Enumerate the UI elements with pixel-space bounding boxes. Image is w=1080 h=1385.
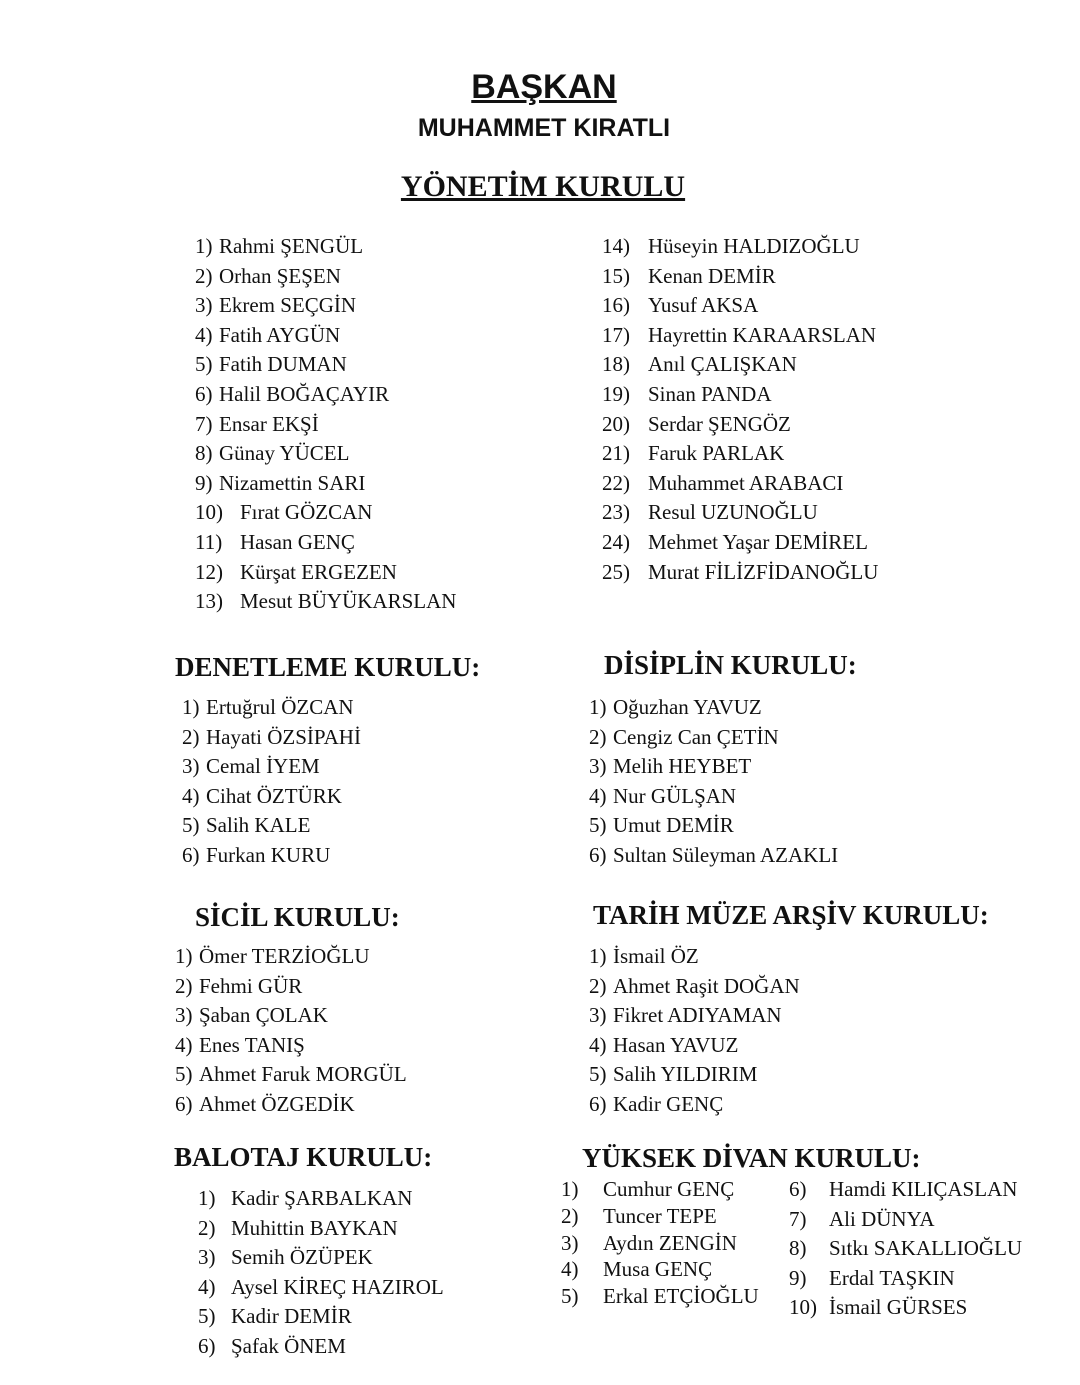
disiplin-kurulu-title: DİSİPLİN KURULU:: [604, 650, 857, 680]
list-item-number: 19): [602, 381, 630, 406]
list-item: [589, 1001, 800, 1031]
list-item: [561, 1176, 759, 1203]
list-item-number: 8): [789, 1236, 807, 1261]
list-item-name: Cengiz Can ÇETİN: [613, 724, 779, 749]
list-item-number: 2): [198, 1215, 216, 1240]
yonetim-left-list: [195, 232, 456, 617]
list-item-number: 8): [195, 441, 213, 466]
list-item-number: 2): [589, 973, 607, 998]
list-item-number: 6): [195, 381, 213, 406]
list-item-number: 9): [789, 1265, 807, 1290]
list-item-name: Orhan ŞEŞEN: [219, 263, 341, 288]
list-item: [602, 469, 878, 499]
tarih-muze-arsiv-kurulu-title: TARİH MÜZE ARŞİV KURULU:: [593, 900, 989, 930]
list-item-number: 1): [589, 944, 607, 968]
list-item-number: 4): [198, 1274, 216, 1299]
list-item-number: 16): [602, 293, 630, 318]
list-item: [602, 380, 878, 410]
list-item-name: Nizamettin SARI: [219, 470, 366, 495]
list-item-number: 23): [602, 500, 630, 525]
list-item: [182, 723, 361, 753]
list-item-number: 4): [175, 1032, 193, 1057]
list-item: [602, 558, 878, 588]
list-item-number: 22): [602, 470, 630, 495]
list-item-number: 3): [589, 754, 607, 779]
list-item: [198, 1332, 444, 1362]
balotaj-kurulu-title: BALOTAJ KURULU:: [174, 1142, 433, 1172]
list-item-name: Salih YILDIRIM: [613, 1062, 758, 1087]
list-item-name: Hüseyin HALDIZOĞLU: [648, 234, 860, 258]
list-item: [602, 232, 878, 262]
list-item: [198, 1243, 444, 1273]
list-item: [182, 752, 361, 782]
list-item-number: 5): [589, 813, 607, 838]
list-item-name: Mehmet Yaşar DEMİREL: [648, 529, 868, 554]
list-item-number: 2): [589, 724, 607, 749]
list-item: [195, 232, 456, 262]
list-item-name: Aydın ZENGİN: [603, 1230, 737, 1255]
list-item-name: Faruk PARLAK: [648, 441, 785, 466]
list-item-number: 1): [195, 234, 213, 258]
list-item-number: 18): [602, 352, 630, 377]
list-item: [602, 439, 878, 469]
list-item-name: Resul UZUNOĞLU: [648, 500, 818, 525]
list-item-name: Ömer TERZİOĞLU: [199, 944, 370, 968]
list-item-number: 24): [602, 529, 630, 554]
list-item-name: Mesut BÜYÜKARSLAN: [240, 589, 457, 614]
list-item: [561, 1256, 759, 1283]
list-item: [182, 782, 361, 812]
list-item-name: Aysel KİREÇ HAZIROL: [231, 1274, 444, 1299]
list-item: [198, 1273, 444, 1303]
list-item-name: Tuncer TEPE: [603, 1203, 717, 1228]
list-item-number: 12): [195, 559, 223, 584]
list-item-name: Muhammet ARABACI: [648, 470, 844, 495]
list-item: [589, 1031, 800, 1061]
list-item-name: Sıtkı SAKALLIOĞLU: [829, 1236, 1023, 1261]
yonetim-right-list: [602, 232, 878, 587]
list-item-number: 1): [198, 1186, 216, 1210]
list-item-number: 1): [561, 1177, 579, 1201]
list-item-name: Kadir GENÇ: [613, 1091, 724, 1116]
list-item: [589, 723, 838, 753]
list-item: [175, 1060, 407, 1090]
list-item: [175, 1031, 407, 1061]
list-item-number: 6): [789, 1177, 807, 1201]
disiplin-list: [589, 693, 838, 871]
list-item: [195, 321, 456, 351]
list-item-number: 3): [175, 1003, 193, 1028]
yuksek-right-list: [789, 1175, 1022, 1323]
list-item-number: 6): [589, 842, 607, 867]
denetleme-kurulu-title: DENETLEME KURULU:: [175, 652, 481, 682]
list-item-name: Rahmi ŞENGÜL: [219, 234, 364, 258]
list-item-number: 6): [182, 842, 200, 867]
list-item-number: 5): [182, 813, 200, 838]
tarih-list: [589, 942, 800, 1120]
list-item: [195, 291, 456, 321]
list-item-name: Ekrem SEÇGİN: [219, 293, 357, 318]
list-item: [789, 1293, 1022, 1323]
list-item: [789, 1234, 1022, 1264]
list-item-number: 5): [589, 1062, 607, 1087]
list-item-number: 3): [589, 1003, 607, 1028]
list-item: [175, 972, 407, 1002]
list-item-name: Yusuf AKSA: [648, 293, 759, 318]
list-item-number: 5): [198, 1304, 216, 1329]
list-item: [175, 1090, 407, 1120]
list-item: [198, 1302, 444, 1332]
list-item-name: Erkal ETÇİOĞLU: [603, 1284, 759, 1309]
list-item-name: Muhittin BAYKAN: [231, 1215, 398, 1240]
list-item-number: 4): [589, 1032, 607, 1057]
denetleme-list: [182, 693, 361, 871]
list-item-number: 11): [195, 529, 223, 554]
list-item-name: Hayrettin KARAARSLAN: [648, 322, 877, 347]
list-item: [182, 811, 361, 841]
list-item: [589, 1090, 800, 1120]
list-item-name: Hayati ÖZSİPAHİ: [206, 724, 361, 749]
list-item-name: Enes TANIŞ: [199, 1032, 305, 1057]
list-item: [195, 262, 456, 292]
list-item-number: 3): [182, 754, 200, 779]
list-item-name: Erdal TAŞKIN: [829, 1265, 955, 1290]
list-item-number: 6): [175, 1091, 193, 1116]
list-item-number: 6): [198, 1333, 216, 1358]
list-item-name: Kenan DEMİR: [648, 263, 776, 288]
list-item-name: Sinan PANDA: [648, 381, 772, 406]
list-item-number: 14): [602, 234, 630, 258]
list-item-name: Fehmi GÜR: [199, 973, 303, 998]
list-item-name: Sultan Süleyman AZAKLI: [613, 842, 839, 867]
list-item-name: Şafak ÖNEM: [231, 1333, 346, 1358]
list-item: [195, 558, 456, 588]
list-item: [198, 1184, 444, 1214]
president-title: BAŞKAN: [471, 68, 617, 106]
list-item-number: 5): [175, 1062, 193, 1087]
list-item-name: Fatih DUMAN: [219, 352, 347, 377]
list-item-number: 1): [175, 944, 193, 968]
list-item-name: Kadir ŞARBALKAN: [231, 1186, 413, 1210]
yuksek-left-list: [561, 1176, 759, 1310]
list-item-name: Fikret ADIYAMAN: [613, 1003, 782, 1028]
list-item-name: Cihat ÖZTÜRK: [206, 783, 342, 808]
list-item-name: Ertuğrul ÖZCAN: [206, 695, 354, 719]
list-item-name: Cemal İYEM: [206, 754, 320, 779]
list-item: [589, 841, 838, 871]
list-item-name: Melih HEYBET: [613, 754, 752, 779]
list-item: [589, 752, 838, 782]
list-item-name: Nur GÜLŞAN: [613, 783, 737, 808]
list-item-number: 2): [175, 973, 193, 998]
list-item: [561, 1283, 759, 1310]
list-item-number: 1): [589, 695, 607, 719]
list-item-number: 10): [195, 500, 223, 525]
list-item-name: Hasan YAVUZ: [613, 1032, 739, 1057]
list-item-number: 2): [182, 724, 200, 749]
list-item: [195, 498, 456, 528]
list-item: [195, 380, 456, 410]
list-item-number: 5): [561, 1284, 579, 1309]
list-item-name: İsmail ÖZ: [613, 944, 699, 968]
list-item-number: 7): [195, 411, 213, 436]
list-item-number: 7): [789, 1206, 807, 1231]
president-name: MUHAMMET KIRATLI: [417, 114, 671, 142]
list-item-name: Ali DÜNYA: [829, 1206, 935, 1231]
list-item-number: 2): [195, 263, 213, 288]
list-item-name: Umut DEMİR: [613, 813, 734, 838]
list-item-name: Musa GENÇ: [603, 1257, 713, 1282]
list-item-name: Fatih AYGÜN: [219, 322, 341, 347]
list-item: [789, 1205, 1022, 1235]
balotaj-list: [198, 1184, 444, 1362]
list-item: [789, 1175, 1022, 1205]
list-item-number: 6): [589, 1091, 607, 1116]
list-item-name: Serdar ŞENGÖZ: [648, 411, 791, 436]
list-item-name: Ahmet ÖZGEDİK: [199, 1091, 355, 1116]
list-item-name: Anıl ÇALIŞKAN: [648, 352, 797, 377]
list-item: [195, 528, 456, 558]
list-item-number: 21): [602, 441, 630, 466]
list-item-number: 1): [182, 695, 200, 719]
list-item-name: Salih KALE: [206, 813, 311, 838]
list-item-name: Cumhur GENÇ: [603, 1177, 735, 1201]
list-item-number: 4): [182, 783, 200, 808]
list-item: [589, 782, 838, 812]
list-item-name: Şaban ÇOLAK: [199, 1003, 328, 1028]
list-item-name: Kadir DEMİR: [231, 1304, 352, 1329]
list-item: [602, 528, 878, 558]
list-item-number: 5): [195, 352, 213, 377]
list-item-name: Hasan GENÇ: [240, 529, 355, 554]
yuksek-divan-kurulu-title: YÜKSEK DİVAN KURULU:: [582, 1143, 921, 1173]
list-item: [589, 942, 800, 972]
list-item-number: 15): [602, 263, 630, 288]
list-item-number: 13): [195, 589, 223, 614]
list-item-number: 3): [195, 293, 213, 318]
list-item: [602, 262, 878, 292]
list-item-name: Kürşat ERGEZEN: [240, 559, 397, 584]
list-item: [195, 410, 456, 440]
list-item: [182, 841, 361, 871]
list-item: [561, 1203, 759, 1230]
list-item: [182, 693, 361, 723]
list-item-number: 2): [561, 1203, 579, 1228]
list-item: [589, 972, 800, 1002]
list-item-number: 17): [602, 322, 630, 347]
sicil-list: [175, 942, 407, 1120]
list-item-number: 3): [198, 1245, 216, 1270]
list-item-number: 3): [561, 1230, 579, 1255]
list-item-name: Furkan KURU: [206, 842, 331, 867]
list-item: [561, 1230, 759, 1257]
list-item-number: 4): [195, 322, 213, 347]
list-item: [602, 321, 878, 351]
list-item: [602, 350, 878, 380]
list-item-name: Hamdi KILIÇASLAN: [829, 1177, 1018, 1201]
list-item: [589, 811, 838, 841]
list-item: [602, 291, 878, 321]
list-item-name: Günay YÜCEL: [219, 441, 350, 466]
sicil-kurulu-title: SİCİL KURULU:: [195, 902, 400, 932]
list-item-name: Murat FİLİZFİDANOĞLU: [648, 559, 879, 584]
list-item: [175, 1001, 407, 1031]
list-item-name: Fırat GÖZCAN: [240, 500, 373, 525]
list-item-number: 4): [589, 783, 607, 808]
list-item: [198, 1214, 444, 1244]
list-item-name: Ensar EKŞİ: [219, 411, 319, 436]
list-item-number: 10): [789, 1295, 817, 1320]
list-item-name: Ahmet Raşit DOĞAN: [613, 973, 800, 998]
list-item: [602, 410, 878, 440]
yonetim-kurulu-title: YÖNETİM KURULU: [400, 170, 686, 203]
list-item: [195, 439, 456, 469]
list-item: [589, 693, 838, 723]
list-item-number: 9): [195, 470, 213, 495]
list-item-name: İsmail GÜRSES: [829, 1295, 968, 1320]
list-item-number: 4): [561, 1257, 579, 1282]
list-item: [789, 1264, 1022, 1294]
list-item: [602, 498, 878, 528]
list-item-name: Ahmet Faruk MORGÜL: [199, 1062, 407, 1087]
list-item-number: 20): [602, 411, 630, 436]
list-item-name: Semih ÖZÜPEK: [231, 1245, 373, 1270]
list-item-number: 25): [602, 559, 630, 584]
list-item: [175, 942, 407, 972]
list-item: [195, 350, 456, 380]
list-item: [195, 587, 456, 617]
list-item: [589, 1060, 800, 1090]
list-item-name: Halil BOĞAÇAYIR: [219, 381, 390, 406]
list-item: [195, 469, 456, 499]
list-item-name: Oğuzhan YAVUZ: [613, 695, 762, 719]
